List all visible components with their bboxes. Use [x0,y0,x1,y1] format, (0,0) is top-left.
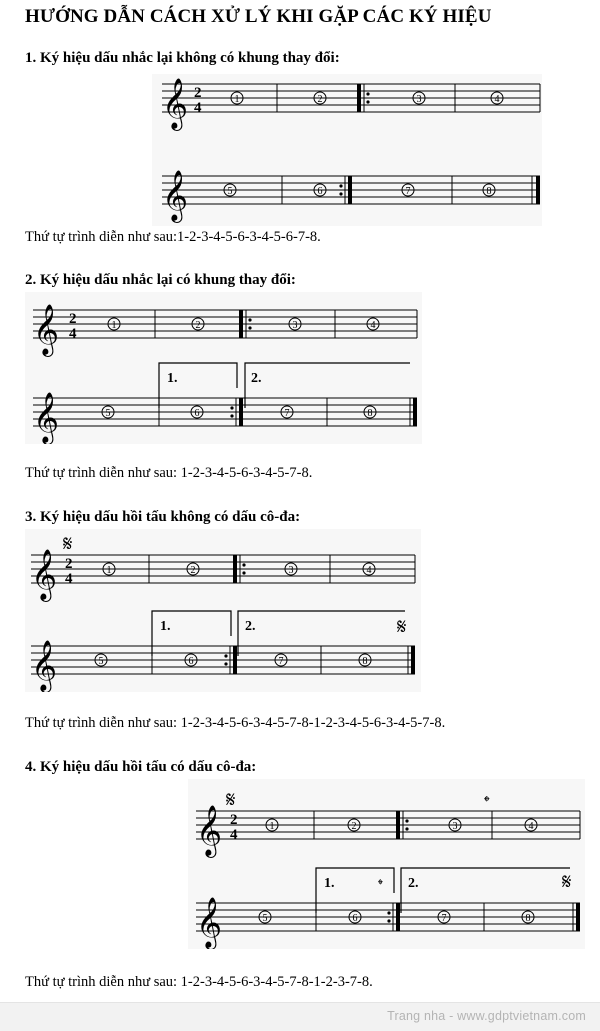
measure-number: 6 [352,913,358,924]
measure-number: 4 [494,94,500,105]
section-4-order: Thứ tự trình diễn như sau: 1-2-3-4-5-6-3-4-5-7-8-1-2-3-7-8. [25,974,373,990]
measure-number: 5 [227,186,233,197]
measure-number: 1 [234,94,240,105]
ending-2-label: 2. [251,371,262,386]
treble-clef-icon: 𝄞 [31,549,58,600]
time-signature-bottom: 4 [65,571,73,587]
measure-number: 5 [105,408,111,419]
section-4-notation [188,779,585,949]
time-signature-top: 2 [194,85,202,101]
measure-number: 8 [362,656,368,667]
segno-icon: 𝄋 [397,615,407,640]
footer-bar [0,1002,600,1031]
section-3-heading: 3. Ký hiệu dấu hồi tấu không có dấu cô-đa: [25,509,301,525]
section-1-order: Thứ tự trình diễn như sau:1-2-3-4-5-6-3-4-5-6-7-8. [25,229,321,245]
measure-number: 7 [405,186,411,197]
treble-clef-icon: 𝄞 [196,897,223,948]
measure-number: 3 [452,821,458,832]
measure-number: 4 [366,565,372,576]
measure-number: 1 [111,320,117,331]
time-signature-bottom: 4 [69,326,77,342]
ending-2-label: 2. [245,619,256,634]
time-signature-top: 2 [69,311,77,327]
measure-number: 8 [367,408,373,419]
measure-number: 6 [188,656,194,667]
treble-clef-icon: 𝄞 [196,805,223,856]
section-3-order: Thứ tự trình diễn như sau: 1-2-3-4-5-6-3-4-5-7-8-1-2-3-4-5-6-3-4-5-7-8. [25,715,446,731]
measure-number: 2 [317,94,323,105]
page-title: HƯỚNG DẪN CÁCH XỬ LÝ KHI GẶP CÁC KÝ HIỆU [25,6,492,27]
treble-clef-icon: 𝄞 [33,304,60,355]
coda-icon: 𝄌 [378,877,383,893]
ending-2-label: 2. [408,876,419,891]
measure-number: 8 [486,186,492,197]
section-2-order: Thứ tự trình diễn như sau: 1-2-3-4-5-6-3-4-5-7-8. [25,465,313,481]
treble-clef-icon: 𝄞 [162,78,189,129]
section-2-notation [25,292,422,444]
time-signature-top: 2 [65,556,73,572]
measure-number: 5 [262,913,268,924]
measure-number: 3 [292,320,298,331]
ending-1-label: 1. [167,371,178,386]
section-1-staff-svg [152,74,542,226]
segno-icon: 𝄋 [562,870,572,895]
measure-number: 7 [441,913,447,924]
measure-number: 1 [269,821,275,832]
measure-number: 2 [190,565,196,576]
section-3-notation [25,529,421,692]
section-1-heading: 1. Ký hiệu dấu nhắc lại không có khung thay đổi: [25,50,340,66]
section-4-heading: 4. Ký hiệu dấu hồi tấu có dấu cô-đa: [25,759,257,775]
coda-icon: 𝄌 [484,792,490,811]
section-1-notation [152,74,542,226]
measure-number: 7 [278,656,284,667]
measure-number: 6 [317,186,323,197]
segno-icon: 𝄋 [226,788,236,813]
time-signature-bottom: 4 [194,100,202,116]
segno-icon: 𝄋 [63,532,73,557]
measure-number: 1 [106,565,112,576]
treble-clef-icon: 𝄞 [162,170,189,221]
ending-1-label: 1. [160,619,171,634]
ending-1-label: 1. [324,876,335,891]
time-signature-bottom: 4 [230,827,238,843]
section-3-staff-svg [25,529,421,692]
measure-number: 7 [284,408,290,419]
measure-number: 2 [351,821,357,832]
measure-number: 4 [528,821,534,832]
measure-number: 2 [195,320,201,331]
treble-clef-icon: 𝄞 [33,392,60,443]
section-4-staff-svg [188,779,585,949]
measure-number: 8 [525,913,531,924]
measure-number: 3 [416,94,422,105]
measure-number: 3 [288,565,294,576]
section-2-staff-svg [25,292,422,444]
measure-number: 5 [98,656,104,667]
measure-number: 6 [194,408,200,419]
treble-clef-icon: 𝄞 [31,640,58,691]
time-signature-top: 2 [230,812,238,828]
footer-watermark: Trang nha - www.gdptvietnam.com [387,1009,586,1023]
section-2-heading: 2. Ký hiệu dấu nhắc lại có khung thay đổi: [25,272,296,288]
measure-number: 4 [370,320,376,331]
